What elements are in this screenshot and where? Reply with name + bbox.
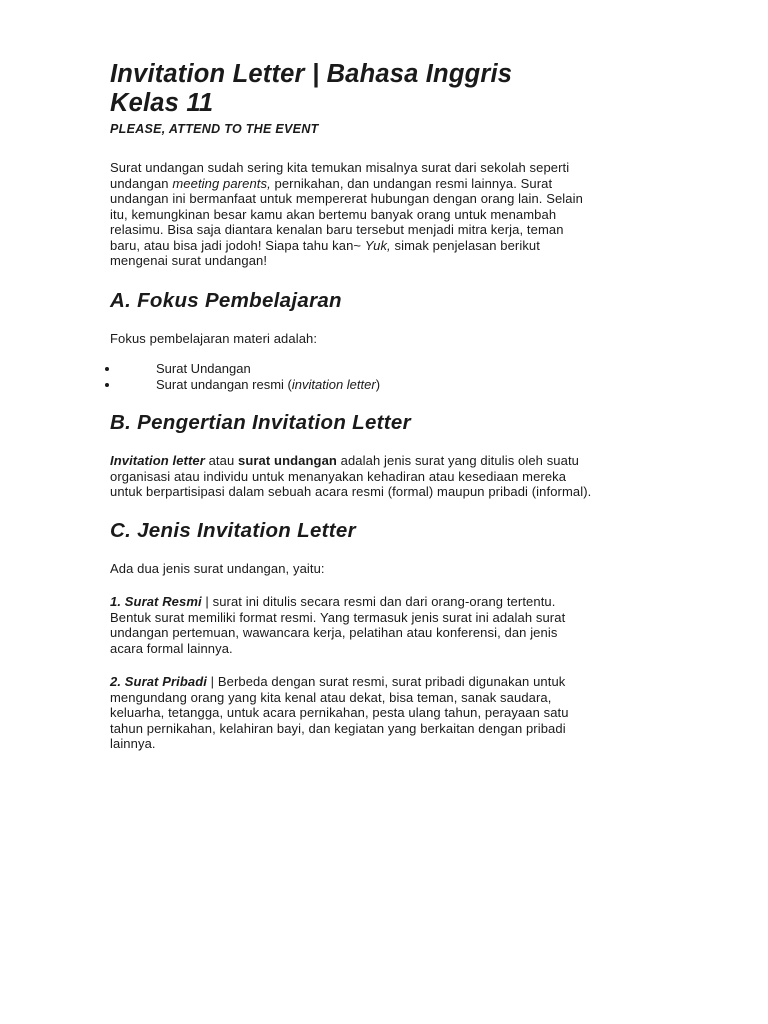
- type-line: undangan pertemuan, wawancara kerja, pelatihan atau konferensi, dan jenis: [110, 625, 558, 640]
- type-1-label: 1. Surat Resmi: [110, 594, 202, 609]
- definition-paragraph: [110, 453, 690, 500]
- type-2-label: 2. Surat Pribadi: [110, 674, 207, 689]
- intro-italic-term: meeting parents,: [172, 175, 271, 191]
- document-page: [110, 60, 690, 752]
- intro-line: undangan ini bermanfaat untuk mempererat hubungan dengan orang lain. Selain: [110, 191, 583, 206]
- type-line: | surat ini ditulis secara resmi dan dari orang-orang tertentu.: [201, 594, 556, 609]
- bullet-icon: [105, 367, 109, 371]
- bullet-icon: [105, 383, 109, 387]
- intro-line: itu, kemungkinan besar kamu akan bertemu banyak orang untuk menambah: [110, 206, 557, 222]
- title-line-1: Invitation Letter | Bahasa Inggris: [110, 60, 513, 88]
- definition-term-2: surat undangan: [238, 453, 337, 468]
- list-item: [110, 361, 690, 377]
- page-title: [110, 60, 690, 118]
- list-item-text: Surat Undangan: [156, 361, 251, 376]
- definition-connector: atau: [204, 453, 239, 468]
- focus-list: [110, 361, 690, 392]
- definition-term-1: Invitation letter: [110, 453, 205, 468]
- section-b-heading: B. Pengertian Invitation Letter: [110, 411, 411, 434]
- intro-line: mengenai surat undangan!: [110, 253, 268, 268]
- type-line: acara formal lainnya.: [110, 640, 233, 656]
- intro-line: Surat undangan sudah sering kita temukan misalnya surat dari sekolah seperti: [110, 160, 570, 175]
- section-a-lead: Fokus pembelajaran materi adalah:: [110, 330, 318, 346]
- list-item: [110, 377, 690, 393]
- intro-italic-term: Yuk,: [364, 237, 391, 253]
- intro-paragraph: [110, 160, 690, 269]
- type-line: keluarha, tetangga, untuk acara pernikahan, pesta ulang tahun, perayaan satu: [110, 705, 569, 720]
- intro-line: undangan: [110, 175, 173, 191]
- section-c-lead: Ada dua jenis surat undangan, yaitu:: [110, 560, 325, 576]
- type-line: tahun pernikahan, kelahiran bayi, dan kegiatan yang berkaitan dengan pribadi: [110, 720, 566, 736]
- definition-line: adalah jenis surat yang ditulis oleh suatu: [336, 453, 580, 468]
- section-c-heading: C. Jenis Invitation Letter: [110, 518, 356, 542]
- definition-line: untuk berpartisipasi dalam sebuah acara resmi (formal) maupun pribadi (informal).: [110, 484, 592, 499]
- intro-line: baru, atau bisa jadi jodoh! Siapa tahu kan~: [110, 237, 365, 253]
- list-item-italic: invitation letter: [291, 376, 376, 392]
- type-line: mengundang orang yang kita kenal atau dekat, bisa teman, sanak saudara,: [110, 689, 552, 705]
- type-2-paragraph: [110, 674, 690, 752]
- list-item-text: ): [375, 376, 381, 392]
- list-item-text: Surat undangan resmi (: [156, 376, 292, 392]
- type-line: lainnya.: [110, 736, 156, 751]
- intro-line: simak penjelasan berikut: [390, 237, 540, 253]
- page-subtitle: PLEASE, ATTEND TO THE EVENT: [110, 122, 319, 136]
- definition-line: organisasi atau individu untuk menanyakan kehadiran atau kesediaan mereka: [110, 468, 567, 484]
- section-a-heading: A. Fokus Pembelajaran: [110, 288, 342, 312]
- title-line-2: Kelas 11: [110, 89, 214, 117]
- type-1-paragraph: [110, 594, 690, 656]
- intro-line: pernikahan, dan undangan resmi lainnya. Surat: [270, 175, 553, 191]
- intro-line: relasimu. Bisa saja diantara kenalan baru tersebut menjadi mitra kerja, teman: [110, 222, 564, 237]
- type-line: | Berbeda dengan surat resmi, surat pribadi digunakan untuk: [206, 674, 566, 689]
- type-line: Bentuk surat memiliki format resmi. Yang termasuk jenis surat ini adalah surat: [110, 609, 566, 625]
